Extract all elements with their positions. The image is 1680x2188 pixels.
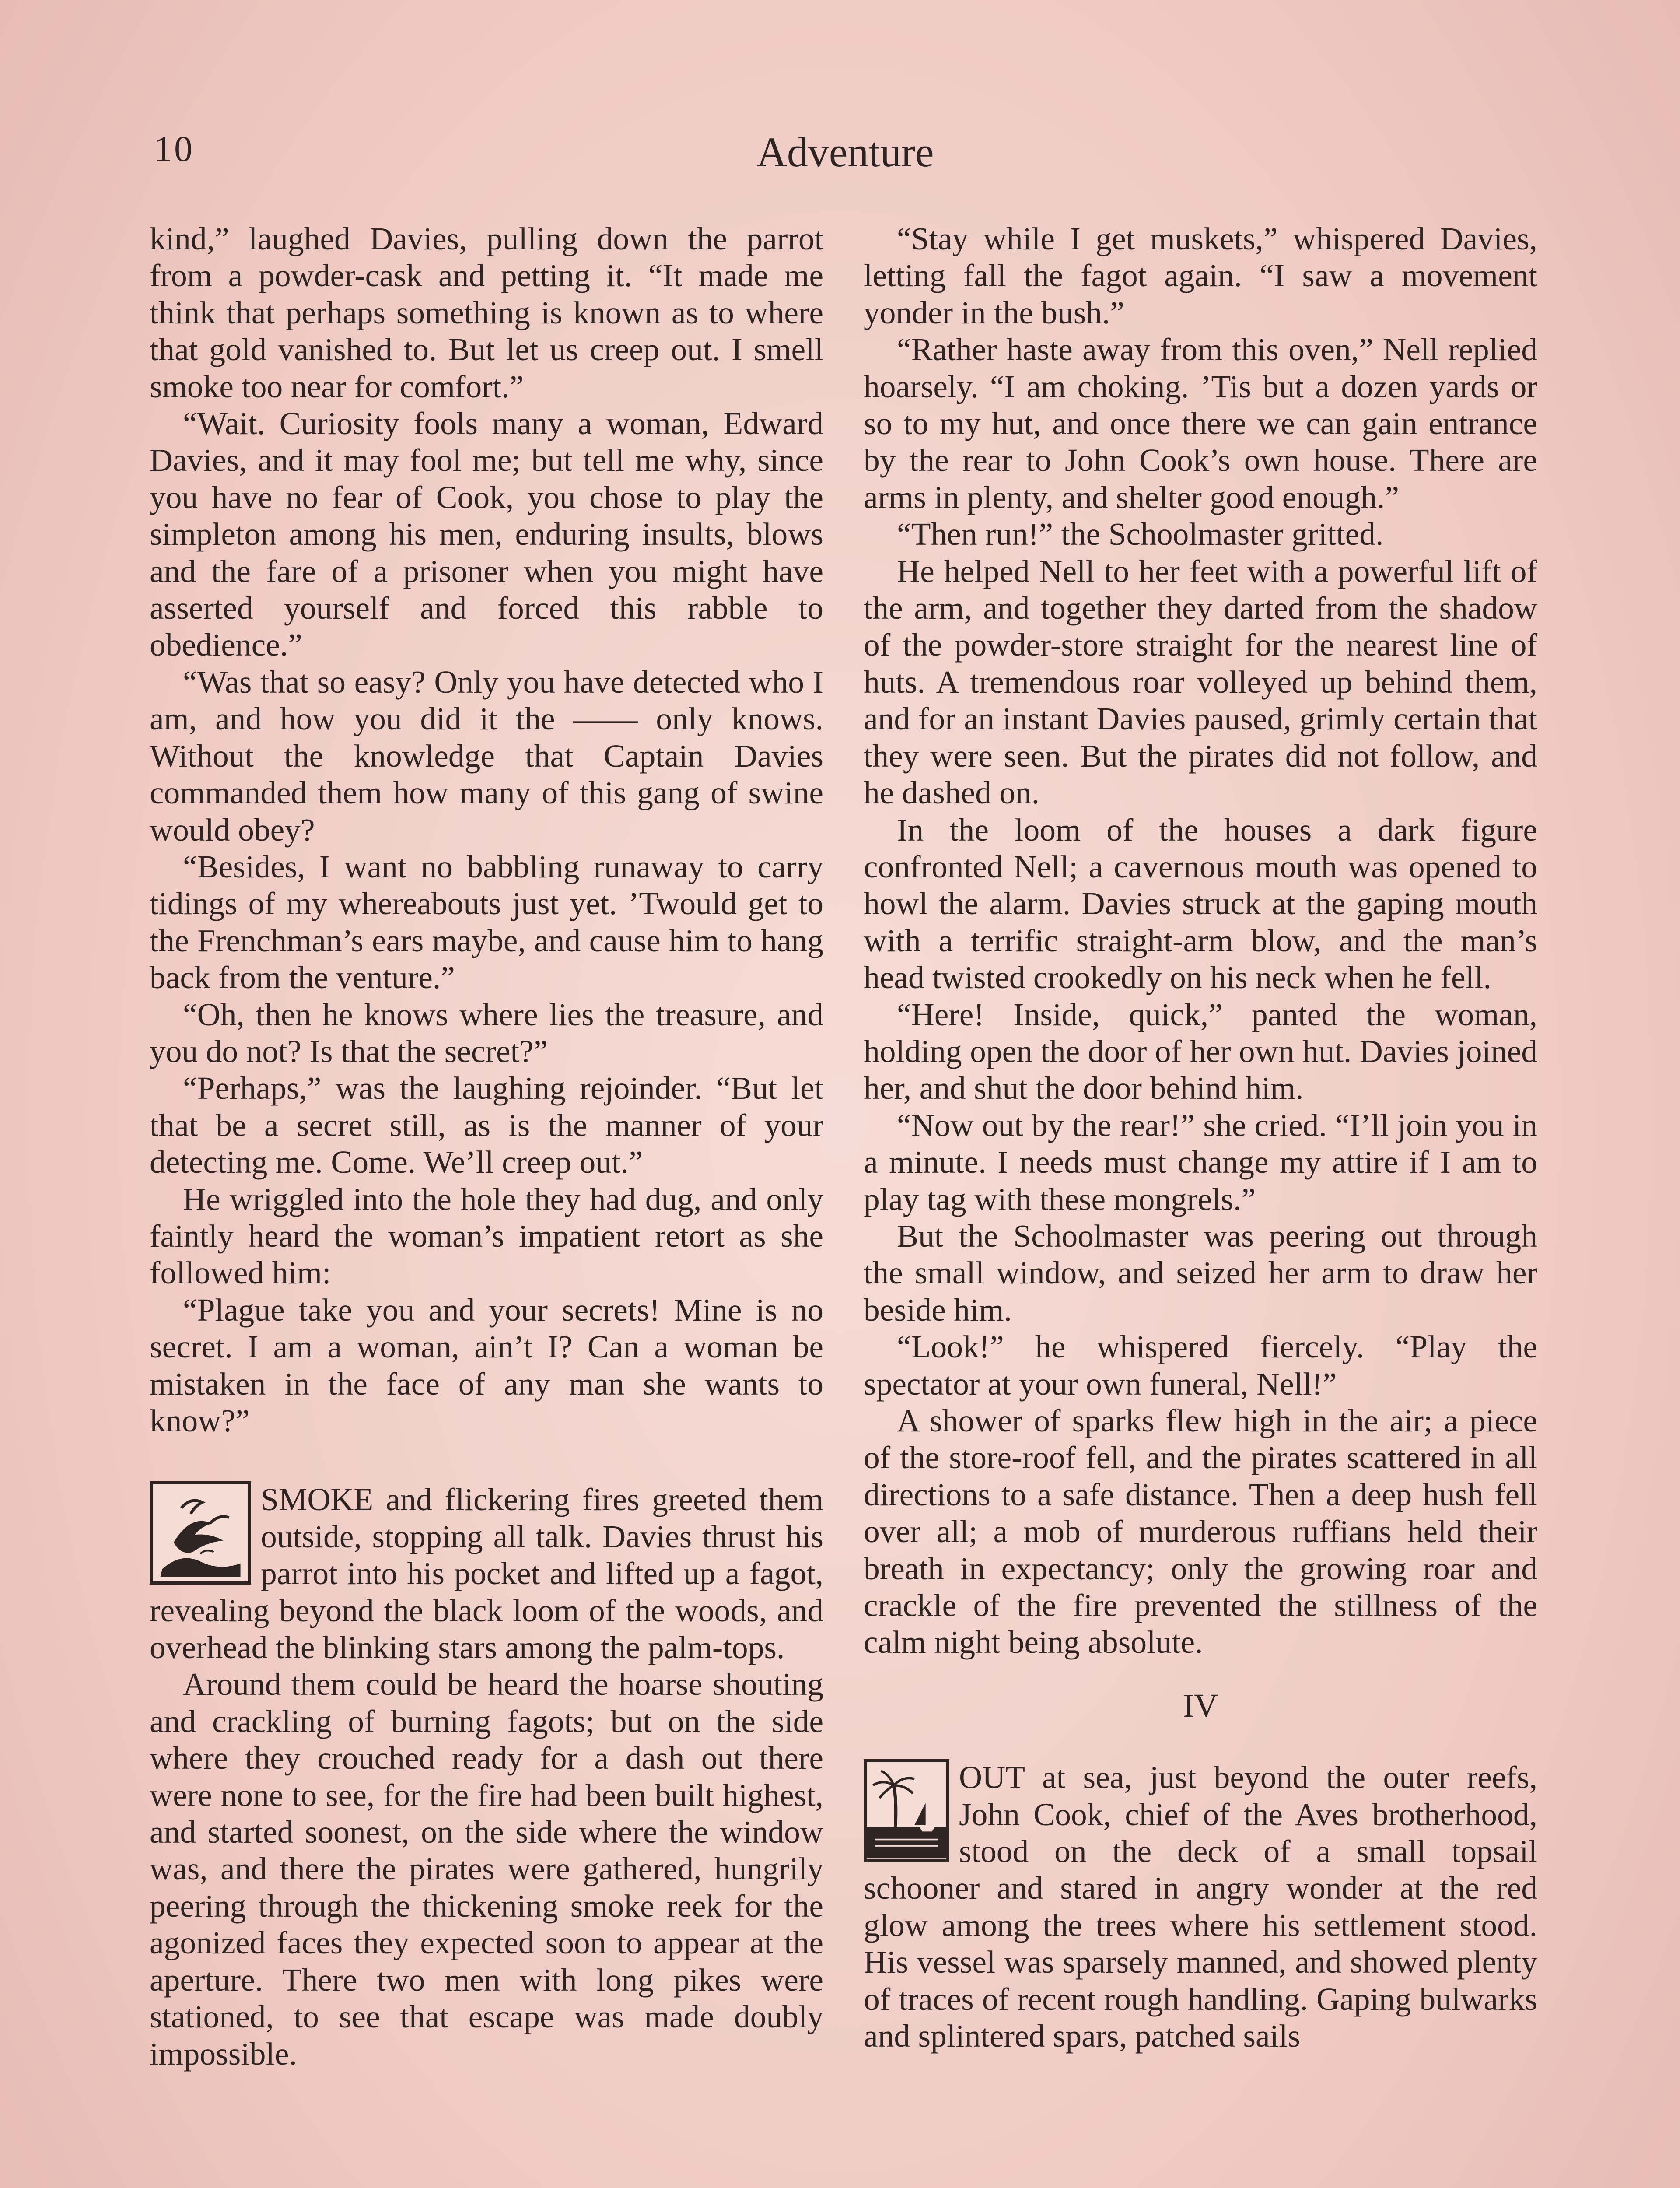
- paragraph: “Perhaps,” was the laughing rejoinder. “But let that be a secret still, as is the manner of your detecting me. Come. We’ll creep out.”: [150, 1070, 823, 1180]
- paragraph: “Stay while I get muskets,” whispered Davies, letting fall the fagot again. “I saw a movement yonder in the bush.”: [864, 221, 1537, 330]
- paragraph: A shower of sparks flew high in the air; a piece of the store-roof fell, and the pirates scattered in all directions to a safe distance. Then a deep hush fell over all; a mob of murderous ruffians held their breath in expectancy; only the growing roar and crackle of the fire prevented the stillness of the calm night being absolute.: [864, 1403, 1537, 1660]
- paragraph: “Was that so easy? Only you have detected who I am, and how you did it the —— only knows. Without the knowledge that Captain Davies commanded them how many of this gang of swine would obey?: [150, 664, 823, 848]
- paragraph: “Besides, I want no babbling runaway to carry tidings of my whereabouts just yet. ’Twould get to the Frenchman’s ears maybe, and cause him to hang back from the venture.”: [150, 849, 823, 996]
- section-break-block: [150, 1481, 823, 2072]
- paragraph: “Oh, then he knows where lies the treasure, and you do not? Is that the secret?”: [150, 996, 823, 1069]
- paragraph: He wriggled into the hole they had dug, and only faintly heard the woman’s impatient retort as she followed him:: [150, 1181, 823, 1291]
- paragraph: “Look!” he whispered fiercely. “Play the spectator at your own funeral, Nell!”: [864, 1329, 1537, 1402]
- paragraph: He helped Nell to her feet with a powerful lift of the arm, and together they darted from the shadow of the powder-store straight for the nearest line of huts. A tremendous roar volleyed up behind them, and for an instant Davies paused, grimly certain that they were seen. But the pirates did not follow, and he dashed on.: [864, 553, 1537, 811]
- section-break-block: [864, 1759, 1537, 2055]
- palm-island-vignette-icon: [864, 1759, 949, 1862]
- paragraph: OUT at sea, just beyond the outer reefs, John Cook, chief of the Aves brotherhood, stood on the deck of a small topsail schooner and stared in angry wonder at the red glow among the trees where his settlement stood. His vessel was sparsely manned, and showed plenty of traces of recent rough handling. Gaping bulwarks and splintered spars, patched sails: [864, 1760, 1537, 2054]
- page-header: [154, 128, 1536, 185]
- paragraph: “Then run!” the Schoolmaster gritted.: [897, 516, 1384, 552]
- paragraph: In the loom of the houses a dark figure confronted Nell; a cavernous mouth was opened to howl the alarm. Davies struck at the gaping mouth with a terrific straight-arm blow, and the man’s head twisted crookedly on his neck when he fell.: [864, 812, 1537, 996]
- running-title: Adventure: [756, 129, 934, 175]
- left-column: [150, 221, 823, 2188]
- section-heading: IV: [1183, 1687, 1218, 1724]
- paragraph: kind,” laughed Davies, pulling down the parrot from a powder-cask and petting it. “It made me think that perhaps something is known as to where that gold vanished to. But let us creep out. I smell smoke too near for comfort.”: [150, 221, 823, 404]
- paragraph: SMOKE and flickering fires greeted them outside, stopping all talk. Davies thrust his parrot into his pocket and lifted up a fagot, revealing beyond the black loom of the woods, and overhead the blinking stars among the palm-tops.: [150, 1482, 823, 1666]
- paragraph: “Rather haste away from this oven,” Nell replied hoarsely. “I am choking. ’Tis but a dozen yards or so to my hut, and once there we can gain entrance by the rear to John Cook’s own house. There are arms in plenty, and shelter good enough.”: [864, 332, 1537, 515]
- paragraph: “Plague take you and your secrets! Mine is no secret. I am a woman, ain’t I? Can a woman be mistaken in the face of any man she wants to know?”: [150, 1292, 823, 1438]
- paragraph: “Here! Inside, quick,” panted the woman, holding open the door of her own hut. Davies joined her, and shut the door behind him.: [864, 996, 1537, 1106]
- paragraph: Around them could be heard the hoarse shouting and crackling of burning fagots; but on the side where they crouched ready for a dash out there were none to see, for the fire had been built highest, and started soonest, on the side where the window was, and there the pirates were gathered, hungrily peering through the thickening smoke reek for the agonized faces they expected soon to appear at the aperture. There two men with long pikes were stationed, to see that escape was made doubly impossible.: [150, 1666, 823, 2072]
- bird-smoke-vignette-icon: [150, 1481, 251, 1585]
- right-column: [864, 221, 1537, 2188]
- paragraph: “Wait. Curiosity fools many a woman, Edward Davies, and it may fool me; but tell me why, since you have no fear of Cook, you chose to play the simpleton among his men, enduring insults, blows and the fare of a prisoner when you might have asserted yourself and forced this rabble to obedience.”: [150, 406, 823, 663]
- page-number: 10: [154, 129, 194, 169]
- paragraph: But the Schoolmaster was peering out through the small window, and seized her arm to draw her beside him.: [864, 1218, 1537, 1328]
- paragraph: “Now out by the rear!” she cried. “I’ll join you in a minute. I needs must change my attire if I am to play tag with these mongrels.”: [864, 1107, 1537, 1217]
